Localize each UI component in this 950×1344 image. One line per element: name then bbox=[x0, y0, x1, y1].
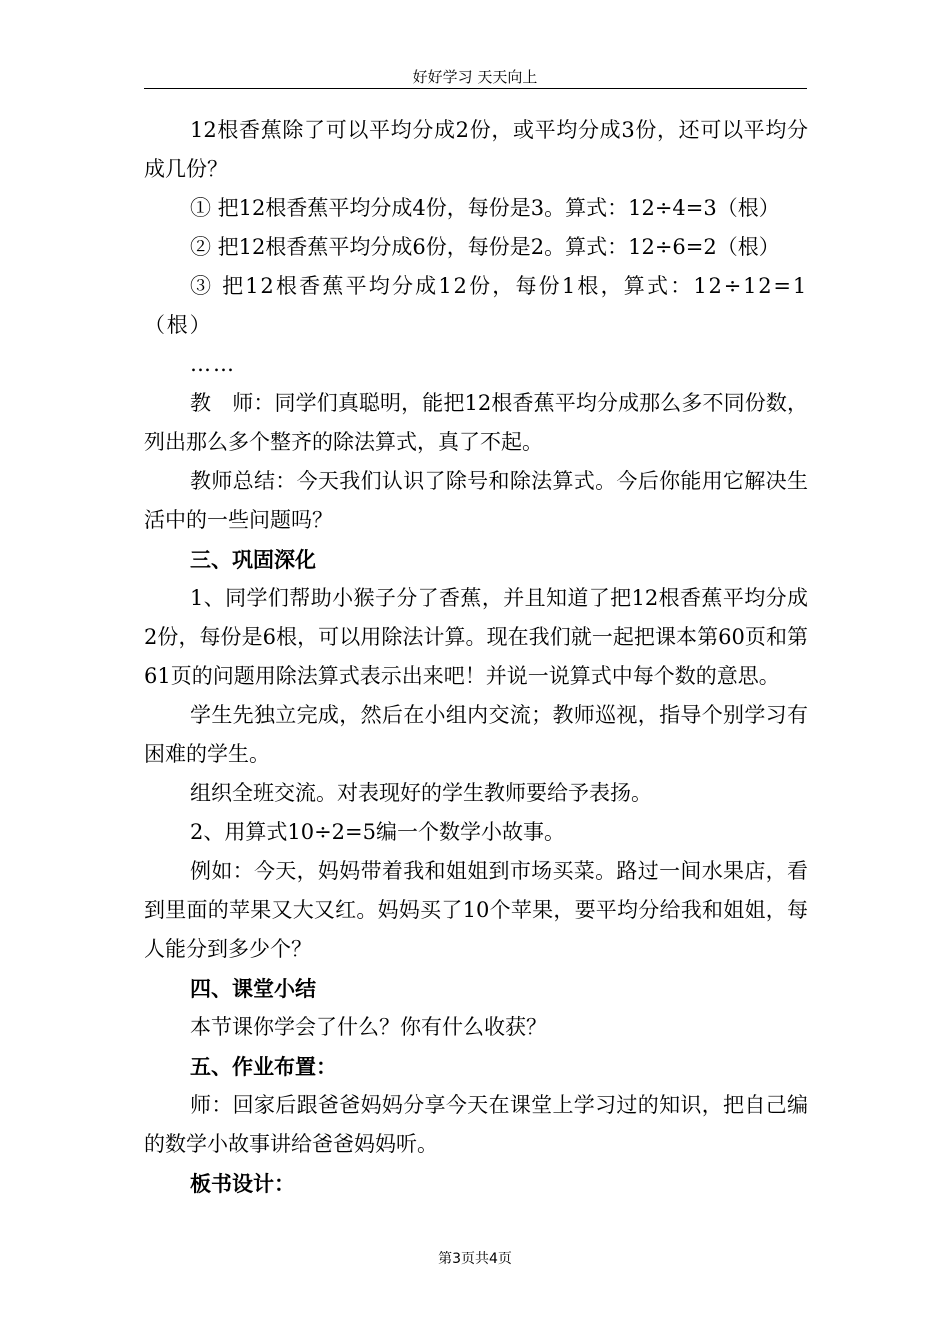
paragraph-exercise-2: 2、用算式10÷2=5编一个数学小故事。 bbox=[190, 820, 565, 844]
section-heading-consolidate: 三、巩固深化 bbox=[190, 547, 316, 572]
paragraph-class-exchange: 组织全班交流。对表现好的学生教师要给予表扬。 bbox=[190, 781, 652, 805]
paragraph-exercise-1: 1、同学们帮助小猴子分了香蕉，并且知道了把12根香蕉平均分成2份，每份是6根，可以用除法计算。现在我们就一起把课本第60页和第61页的问题用除法算式表示出来吧！并说一说算式中每个数的意思。 bbox=[144, 586, 808, 688]
paragraph-ellipsis: …… bbox=[190, 352, 236, 376]
section-heading-summary: 四、课堂小结 bbox=[190, 976, 316, 1001]
paragraph-summary-question: 本节课你学会了什么？你有什么收获？ bbox=[190, 1015, 547, 1039]
header-divider bbox=[144, 88, 807, 89]
page-footer: 第3页共4页 bbox=[438, 1251, 512, 1267]
paragraph-case-3: ③ 把12根香蕉平均分成12份，每份1根，算式：12÷12=1（根） bbox=[144, 274, 808, 337]
paragraph-case-1: ① 把12根香蕉平均分成4份，每份是3。算式：12÷4=3（根） bbox=[190, 196, 780, 220]
section-heading-homework: 五、作业布置： bbox=[190, 1054, 337, 1079]
paragraph-case-2: ② 把12根香蕉平均分成6份，每份是2。算式：12÷6=2（根） bbox=[190, 235, 780, 259]
section-heading-blackboard: 板书设计： bbox=[190, 1171, 295, 1196]
paragraph-teacher-praise: 教 师：同学们真聪明，能把12根香蕉平均分成那么多不同份数，列出那么多个整齐的除法算式，真了不起。 bbox=[144, 391, 808, 454]
paragraph-homework: 师：回家后跟爸爸妈妈分享今天在课堂上学习过的知识，把自己编的数学小故事讲给爸爸妈妈听。 bbox=[144, 1093, 808, 1156]
paragraph-student-work: 学生先独立完成，然后在小组内交流；教师巡视，指导个别学习有困难的学生。 bbox=[144, 703, 808, 766]
paragraph-teacher-summary: 教师总结：今天我们认识了除号和除法算式。今后你能用它解决生活中的一些问题吗？ bbox=[144, 469, 808, 532]
paragraph-question: 12根香蕉除了可以平均分成2份，或平均分成3份，还可以平均分成几份？ bbox=[144, 118, 808, 181]
paragraph-example-story: 例如：今天，妈妈带着我和姐姐到市场买菜。路过一间水果店，看到里面的苹果又大又红。妈妈买了10个苹果，要平均分给我和姐姐，每人能分到多少个？ bbox=[144, 859, 808, 961]
document-body bbox=[144, 111, 808, 1203]
page-header: 好好学习 天天向上 bbox=[412, 68, 538, 86]
